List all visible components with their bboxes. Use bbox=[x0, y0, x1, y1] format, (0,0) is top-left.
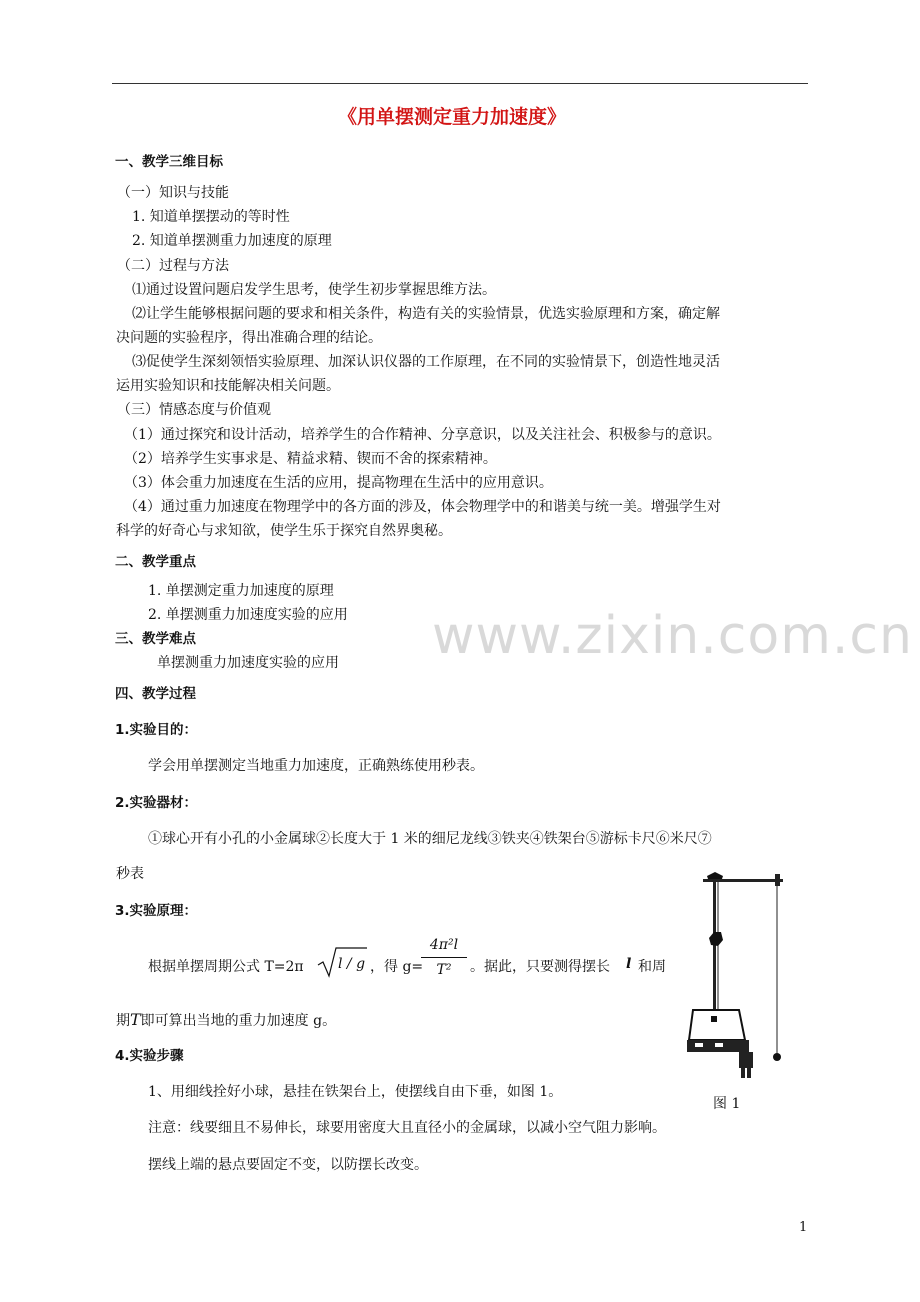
paragraph-line: 决问题的实验程序，得出准确合理的结论。 bbox=[116, 330, 382, 346]
pendulum-apparatus-figure bbox=[685, 868, 795, 1084]
paragraph-line: 运用实验知识和技能解决相关问题。 bbox=[116, 378, 340, 394]
list-item: 2. 单摆测重力加速度实验的应用 bbox=[148, 607, 348, 623]
paragraph-line: 摆线上端的悬点要固定不变，以防摆长改变。 bbox=[148, 1157, 428, 1173]
formula-prefix: 根据单摆周期公式 T=2π bbox=[148, 959, 304, 975]
list-item: 1. 知道单摆摆动的等时性 bbox=[132, 209, 290, 225]
page-number: 1 bbox=[799, 1220, 808, 1235]
paragraph-line: 科学的好奇心与求知欲，使学生乐于探究自然界奥秘。 bbox=[116, 523, 452, 539]
paragraph-line: （2）培养学生实事求是、精益求精、锲而不舍的探索精神。 bbox=[124, 451, 497, 467]
paragraph-line bbox=[116, 1010, 336, 1031]
paragraph-line: （1）通过探究和设计活动，培养学生的合作精神、分享意识，以及关注社会、积极参与的意识。 bbox=[124, 427, 721, 443]
step-heading-principle: 3.实验原理： bbox=[115, 903, 198, 919]
header-rule bbox=[112, 83, 808, 84]
paragraph-line: 学会用单摆测定当地重力加速度，正确熟练使用秒表。 bbox=[148, 758, 484, 774]
document-title: 《用单摆测定重力加速度》 bbox=[338, 106, 567, 128]
paragraph-line: 注意：线要细且不易伸长，球要用密度大且直径小的金属球，以减小空气阻力影响。 bbox=[148, 1120, 666, 1136]
paragraph-line: ⑶促使学生深刻领悟实验原理、加深认识仪器的工作原理，在不同的实验情景下，创造性地灵活 bbox=[132, 354, 720, 370]
paragraph-line: ⑴通过设置问题启发学生思考，使学生初步掌握思维方法。 bbox=[132, 282, 496, 298]
section-heading-difficulties: 三、教学难点 bbox=[115, 631, 196, 647]
section-heading-process: 四、教学过程 bbox=[115, 686, 196, 702]
variable-T: T bbox=[130, 1010, 141, 1029]
step-heading-purpose: 1.实验目的： bbox=[115, 722, 198, 738]
watermark: www.zixin.com.cn bbox=[432, 606, 913, 666]
formula-post-2: 和周 bbox=[638, 959, 666, 975]
formula-fraction bbox=[421, 936, 467, 979]
figure-caption: 图 1 bbox=[713, 1096, 741, 1112]
sqrt-expression: l / g bbox=[338, 956, 366, 972]
subheading-knowledge: （一）知识与技能 bbox=[117, 185, 229, 201]
subheading-process: （二）过程与方法 bbox=[117, 258, 229, 274]
fraction-bar bbox=[421, 957, 467, 958]
list-item: 2. 知道单摆测重力加速度的原理 bbox=[132, 233, 332, 249]
list-item: 1. 单摆测定重力加速度的原理 bbox=[148, 583, 334, 599]
paragraph-line: 秒表 bbox=[116, 866, 144, 882]
continuation-text: 即可算出当地的重力加速度 g。 bbox=[140, 1013, 337, 1029]
paragraph-line: （4）通过重力加速度在物理学中的各方面的涉及，体会物理学中的和谐美与统一美。增强学生对 bbox=[124, 499, 721, 515]
paragraph-line: ⑵让学生能够根据问题的要求和相关条件，构造有关的实验情景，优选实验原理和方案，确定解 bbox=[132, 306, 720, 322]
fraction-numerator: 4π²l bbox=[429, 937, 459, 953]
variable-l: l bbox=[626, 956, 632, 972]
fraction-denominator: T² bbox=[436, 962, 452, 978]
section-heading-goals: 一、教学三维目标 bbox=[115, 154, 223, 170]
paragraph-line: （3）体会重力加速度在生活的应用，提高物理在生活中的应用意识。 bbox=[124, 475, 553, 491]
formula-post: 。据此，只要测得摆长 bbox=[470, 959, 610, 975]
continuation-prefix: 期 bbox=[116, 1013, 130, 1029]
section-heading-key-points: 二、教学重点 bbox=[115, 554, 196, 570]
paragraph-line: ①球心开有小孔的小金属球②长度大于 1 米的细尼龙线③铁夹④铁架台⑤游标卡尺⑥米尺⑦ bbox=[148, 831, 712, 847]
step-heading-procedure: 4.实验步骤 bbox=[115, 1048, 184, 1064]
formula-mid: ，得 g= bbox=[370, 959, 424, 975]
paragraph-line: 单摆测重力加速度实验的应用 bbox=[157, 655, 339, 671]
paragraph-line: 1、用细线拴好小球，悬挂在铁架台上，使摆线自由下垂，如图 1。 bbox=[148, 1084, 563, 1100]
subheading-values: （三）情感态度与价值观 bbox=[117, 402, 271, 418]
step-heading-equipment: 2.实验器材： bbox=[115, 795, 198, 811]
